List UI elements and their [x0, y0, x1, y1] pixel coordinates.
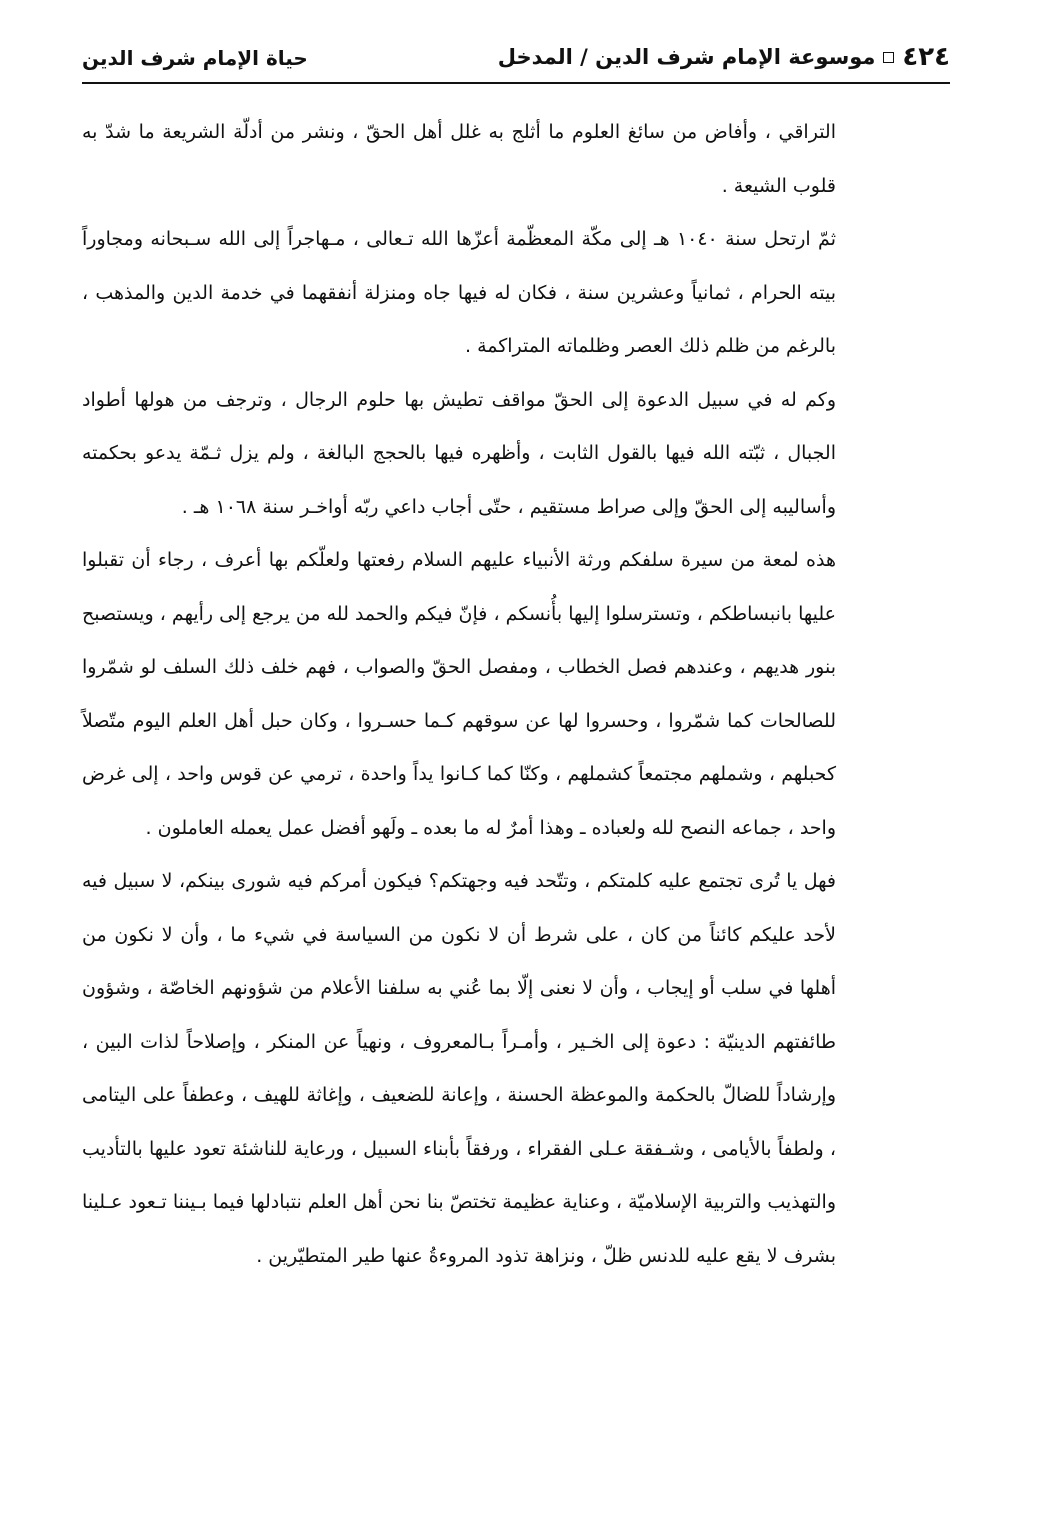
header-right-group — [498, 42, 950, 72]
header-divider — [82, 82, 950, 84]
paragraph: ثمّ ارتحل سنة ١٠٤٠ هـ إلى مكّة المعظّمة أعزّها الله تـعالى ، مـهاجراً إلى الله سـبحانه ومجاوراً بيته الحرام ، ثمانياً وعشرين سنة ، فكان له فيها جاه ومنزلة أنفقهما في خدمة الدين والمذهب ، بالرغم من ظلم ذلك العصر وظلماته المتراكمة . — [82, 228, 836, 357]
body-text — [82, 106, 836, 1283]
running-header — [82, 40, 950, 80]
square-bullet-icon — [883, 52, 894, 63]
page-number: ٤٢٤ — [902, 42, 950, 72]
running-title-left: حياة الإمام شرف الدين — [82, 46, 308, 70]
running-title-right: موسوعة الإمام شرف الدين / المدخل — [497, 45, 876, 69]
paragraph: هذه لمعة من سيرة سلفكم ورثة الأنبياء عليهم السلام رفعتها ولعلّكم بها أعرف ، رجاء أن تقبلوا عليها بانبساطكم ، وتسترسلوا إليها بأُنسكم ، فإنّ فيكم والحمد لله من يرجع إلى رأيهم ، ويستصبح بنور هديهم ، وعندهم فصل الخطاب ، ومفصل الحقّ والصواب ، فهم خلف ذلك السلف لو شمّروا للصالحات كما شمّروا ، وحسروا لها عن سوقهم كـما حسـروا ، وكان حبل أهل العلم اليوم متّصلاً كحبلهم ، وشملهم مجتمعاً كشملهم ، وكنّا كما كـانوا يداً واحدة ، ترمي عن قوس واحد ، إلى غرض واحد ، جماعه النصح لله ولعباده ـ وهذا أمرٌ له ما بعده ـ ولَهو أفضل عمل يعمله العاملون . — [82, 549, 836, 839]
paragraph: فهل يا تُرى تجتمع عليه كلمتكم ، وتتّحد فيه وجهتكم؟ فيكون أمركم فيه شورى بينكم، لا سبيل فيه لأحد عليكم كائناً من كان ، على شرط أن لا نكون من السياسة في شيء ما ، وأن لا نكون من أهلها في سلب أو إيجاب ، وأن لا نعنى إلّا بما عُني به سلفنا الأعلام من شؤونهم الخاصّة ، وشؤون طائفتهم الدينيّة : دعوة إلى الخـير ، وأمـراً بـالمعروف ، ونهياً عن المنكر ، وإصلاحاً لذات البين ، وإرشاداً للضالّ بالحكمة والموعظة الحسنة ، وإعانة للضعيف ، وإغاثة للهيف ، وعطفاً على اليتامى ، ولطفاً بالأيامى ، وشـفقة عـلى الفقراء ، ورفقاً بأبناء السبيل ، ورعاية للناشئة تعود عليها بالتأديب والتهذيب والتربية الإسلاميّة ، وعناية عظيمة تختصّ بنا نحن أهل العلم نتبادلها فيما بـيننا تـعود عـلينا بشرف لا يقع عليه للدنس ظلّ ، ونزاهة تذود المروءةُ عنها طير المتطيّرين . — [82, 870, 836, 1267]
paragraph: وكم له في سبيل الدعوة إلى الحقّ مواقف تطيش بها حلوم الرجال ، وترجف من هولها أطواد الجبال ، ثبّته الله فيها بالقول الثابت ، وأظهره فيها بالحجج البالغة ، ولم يزل ثـمّة يدعو بحكمته وأساليبه إلى الحقّ وإلى صراط مستقيم ، حتّى أجاب داعي ربّه أواخـر سنة ١٠٦٨ هـ . — [82, 388, 836, 518]
paragraph: التراقي ، وأفاض من سائغ العلوم ما أثلج به غلل أهل الحقّ ، ونشر من أدلّة الشريعة ما شدّ به قلوب الشيعة . — [82, 121, 836, 197]
